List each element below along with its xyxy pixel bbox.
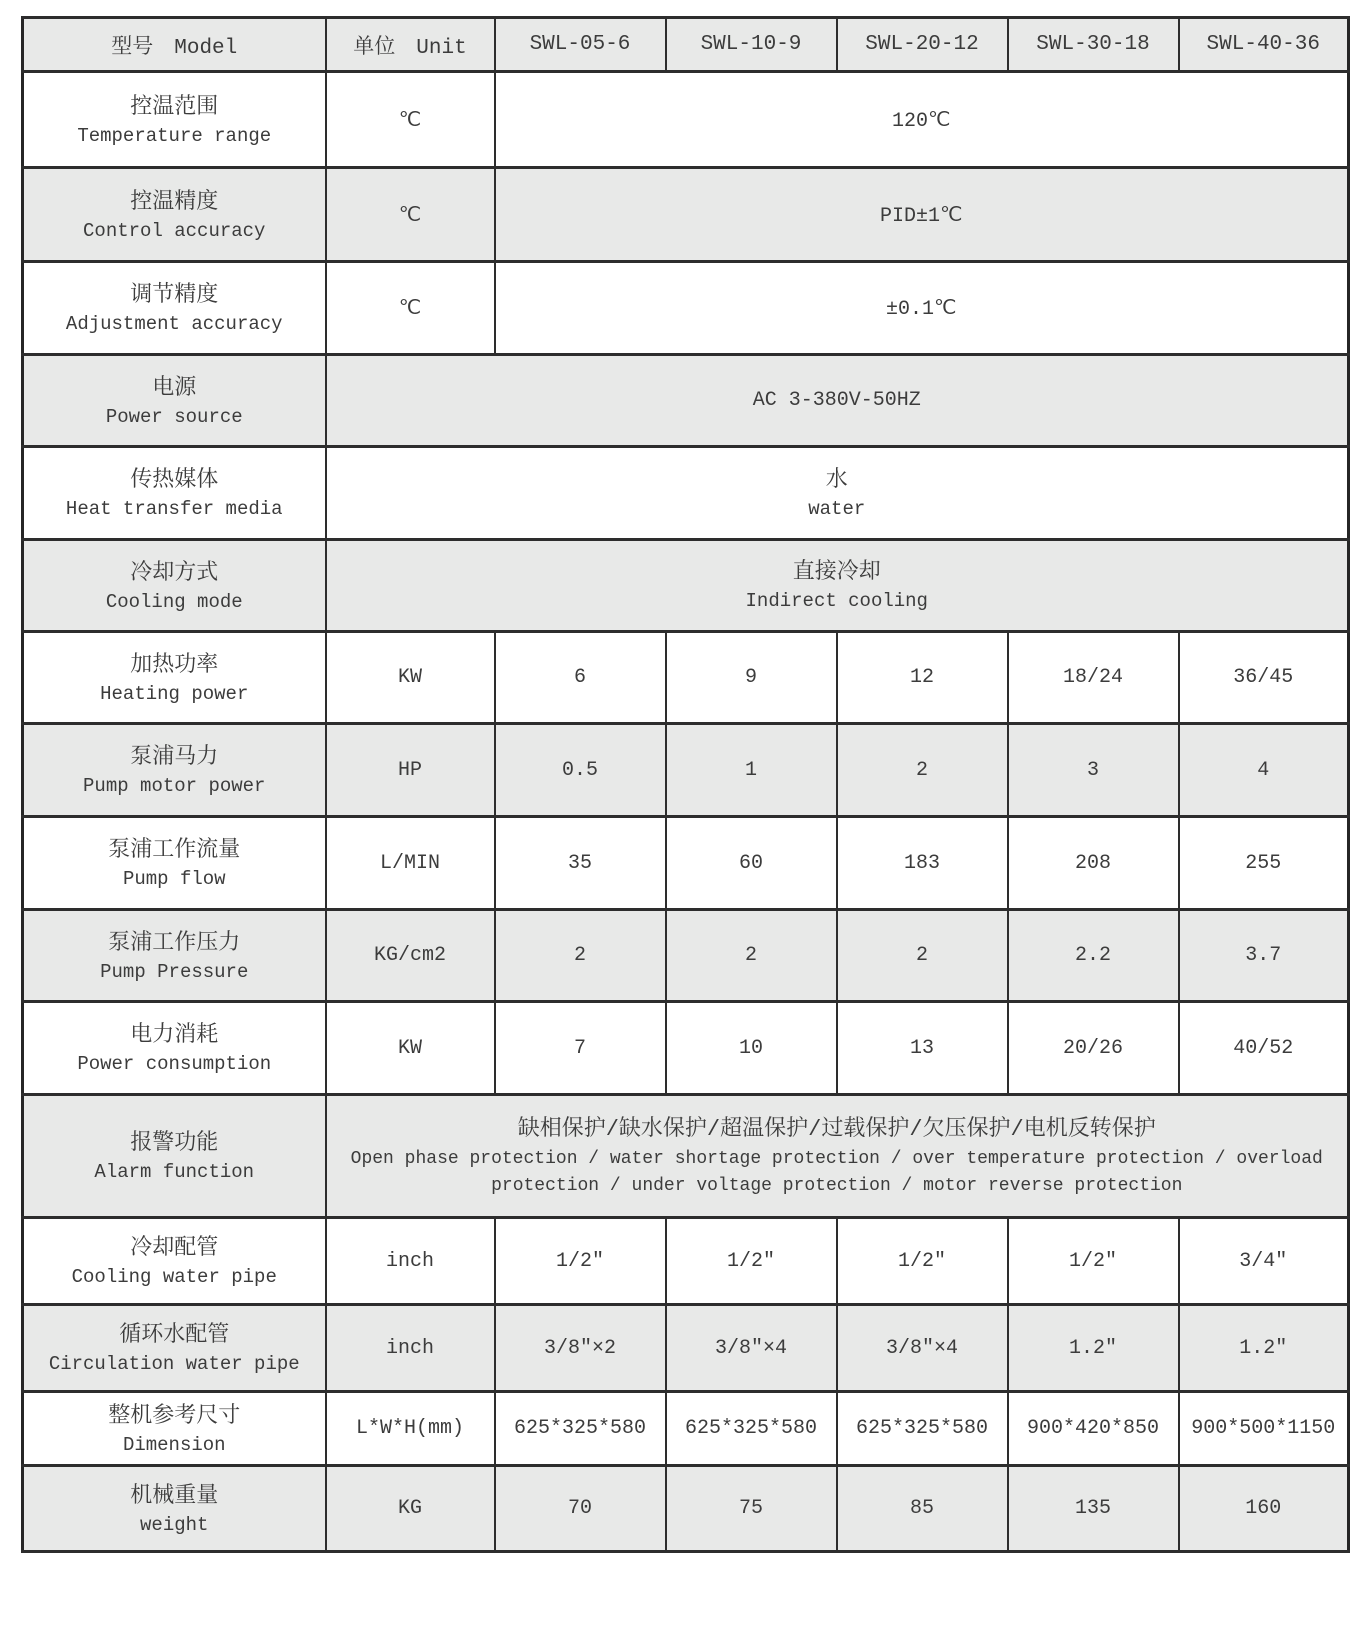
row-label-en: Pump flow xyxy=(122,868,226,891)
value-cell: 9 xyxy=(666,632,837,724)
value-cell xyxy=(326,447,1349,540)
row-label-zh: 控温精度 xyxy=(130,189,219,215)
row-label xyxy=(23,1392,326,1466)
row-label xyxy=(23,1218,326,1305)
row-label-zh: 冷却配管 xyxy=(130,1236,219,1262)
row-label-en: weight xyxy=(140,1513,209,1536)
value-cell: 20/26 xyxy=(1008,1002,1179,1095)
header-model-swl-20-12: SWL-20-12 xyxy=(837,18,1008,72)
unit-cell: L*W*H(mm) xyxy=(326,1392,495,1466)
row-label-en: Power consumption xyxy=(77,1053,272,1076)
unit-cell: KW xyxy=(326,1002,495,1095)
value-cell: 120℃ xyxy=(495,72,1349,168)
value-cell: 2.2 xyxy=(1008,910,1179,1002)
header-unit-label: 单位 Unit xyxy=(326,18,495,72)
row-label-en: Cooling water pipe xyxy=(71,1266,277,1289)
value-cell: 255 xyxy=(1179,817,1349,910)
row-label-en: Dimension xyxy=(122,1433,226,1456)
row-label xyxy=(23,262,326,355)
row-label-en: Circulation water pipe xyxy=(48,1353,300,1376)
value-cell: 183 xyxy=(837,817,1008,910)
row-weight xyxy=(23,1466,1349,1552)
row-label-zh: 机械重量 xyxy=(130,1483,219,1509)
value-line-zh: 水 xyxy=(825,467,848,493)
row-label xyxy=(23,910,326,1002)
value-cell: 0.5 xyxy=(495,724,666,817)
value-cell xyxy=(326,1095,1349,1218)
value-cell: 1 xyxy=(666,724,837,817)
value-cell: 36/45 xyxy=(1179,632,1349,724)
value-cell: 40/52 xyxy=(1179,1002,1349,1095)
row-label-zh: 泵浦工作压力 xyxy=(108,930,241,956)
value-cell: 2 xyxy=(837,910,1008,1002)
value-cell: 7 xyxy=(495,1002,666,1095)
row-label xyxy=(23,1466,326,1552)
value-cell: 12 xyxy=(837,632,1008,724)
unit-cell: KG xyxy=(326,1466,495,1552)
row-cooling-mode xyxy=(23,540,1349,632)
row-temperature-range xyxy=(23,72,1349,168)
spec-table xyxy=(21,16,1350,1553)
row-heating-power xyxy=(23,632,1349,724)
row-label-en: Temperature range xyxy=(77,124,272,147)
row-control-accuracy xyxy=(23,168,1349,262)
row-label xyxy=(23,1305,326,1392)
row-label-en: Pump Pressure xyxy=(100,960,249,983)
value-line-en: Indirect cooling xyxy=(745,590,928,613)
unit-cell: inch xyxy=(326,1305,495,1392)
row-power-source xyxy=(23,355,1349,447)
row-label-en: Heat transfer media xyxy=(65,498,283,521)
value-cell: AC 3-380V-50HZ xyxy=(326,355,1349,447)
row-label xyxy=(23,724,326,817)
value-cell: 208 xyxy=(1008,817,1179,910)
value-cell: 35 xyxy=(495,817,666,910)
value-cell: 10 xyxy=(666,1002,837,1095)
row-label-zh: 电源 xyxy=(152,375,197,401)
value-cell: 1/2″ xyxy=(1008,1218,1179,1305)
header-row xyxy=(23,18,1349,72)
row-label-en: Adjustment accuracy xyxy=(65,313,283,336)
row-label xyxy=(23,447,326,540)
value-cell: 1/2″ xyxy=(837,1218,1008,1305)
unit-cell: ℃ xyxy=(326,72,495,168)
value-cell: 3/8″×4 xyxy=(837,1305,1008,1392)
row-adjustment-accuracy xyxy=(23,262,1349,355)
row-label-en: Power source xyxy=(105,405,243,428)
row-label-zh: 冷却方式 xyxy=(130,560,219,586)
value-cell: 1/2″ xyxy=(666,1218,837,1305)
value-cell: ±0.1℃ xyxy=(495,262,1349,355)
value-cell: 3.7 xyxy=(1179,910,1349,1002)
header-model-swl-40-36: SWL-40-36 xyxy=(1179,18,1349,72)
value-cell: 18/24 xyxy=(1008,632,1179,724)
row-label xyxy=(23,168,326,262)
row-power-consumption xyxy=(23,1002,1349,1095)
row-label-zh: 加热功率 xyxy=(130,652,219,678)
row-circulation-water-pipe xyxy=(23,1305,1349,1392)
unit-cell: KW xyxy=(326,632,495,724)
value-line-en: Open phase protection / water shortage protection / over temperature protection / overload protection / under voltage protection / motor reverse protection xyxy=(350,1149,1323,1196)
row-alarm-function xyxy=(23,1095,1349,1218)
header-model-swl-10-9: SWL-10-9 xyxy=(666,18,837,72)
unit-cell: HP xyxy=(326,724,495,817)
value-cell: 1.2″ xyxy=(1179,1305,1349,1392)
value-cell: 3/8″×2 xyxy=(495,1305,666,1392)
value-cell: 75 xyxy=(666,1466,837,1552)
row-label-en: Pump motor power xyxy=(83,775,266,798)
row-label xyxy=(23,1095,326,1218)
row-label-zh: 泵浦马力 xyxy=(130,745,219,771)
value-cell: 2 xyxy=(837,724,1008,817)
row-label-zh: 电力消耗 xyxy=(130,1023,219,1049)
value-cell: 70 xyxy=(495,1466,666,1552)
value-cell xyxy=(326,540,1349,632)
row-label-zh: 泵浦工作流量 xyxy=(108,838,241,864)
row-label-zh: 报警功能 xyxy=(130,1131,219,1157)
value-line-en: water xyxy=(808,497,866,520)
header-model-label: 型号 Model xyxy=(23,18,326,72)
value-line-zh: 直接冷却 xyxy=(792,560,881,586)
unit-cell: KG/cm2 xyxy=(326,910,495,1002)
value-cell: 4 xyxy=(1179,724,1349,817)
value-cell: 900*500*1150 xyxy=(1179,1392,1349,1466)
row-pump-pressure xyxy=(23,910,1349,1002)
row-cooling-water-pipe xyxy=(23,1218,1349,1305)
value-cell: 3 xyxy=(1008,724,1179,817)
value-cell: 625*325*580 xyxy=(837,1392,1008,1466)
row-label-en: Control accuracy xyxy=(83,219,266,242)
row-label-zh: 整机参考尺寸 xyxy=(108,1403,241,1429)
unit-cell: L/MIN xyxy=(326,817,495,910)
value-cell: 60 xyxy=(666,817,837,910)
row-label-en: Alarm function xyxy=(94,1161,255,1184)
unit-cell: inch xyxy=(326,1218,495,1305)
row-label-zh: 传热媒体 xyxy=(130,468,219,494)
row-label xyxy=(23,817,326,910)
header-model-swl-30-18: SWL-30-18 xyxy=(1008,18,1179,72)
value-cell: 625*325*580 xyxy=(495,1392,666,1466)
value-cell: 1.2″ xyxy=(1008,1305,1179,1392)
row-dimension xyxy=(23,1392,1349,1466)
value-cell: 2 xyxy=(666,910,837,1002)
row-label-en: Heating power xyxy=(100,682,249,705)
value-cell: PID±1℃ xyxy=(495,168,1349,262)
row-label xyxy=(23,632,326,724)
row-label xyxy=(23,355,326,447)
unit-cell: ℃ xyxy=(326,262,495,355)
row-label xyxy=(23,72,326,168)
value-cell: 13 xyxy=(837,1002,1008,1095)
value-cell: 625*325*580 xyxy=(666,1392,837,1466)
value-cell: 3/4″ xyxy=(1179,1218,1349,1305)
header-model-swl-05-6: SWL-05-6 xyxy=(495,18,666,72)
value-cell: 135 xyxy=(1008,1466,1179,1552)
row-label-en: Cooling mode xyxy=(105,590,243,613)
row-label-zh: 循环水配管 xyxy=(119,1323,230,1349)
row-pump-flow xyxy=(23,817,1349,910)
row-label xyxy=(23,540,326,632)
unit-cell: ℃ xyxy=(326,168,495,262)
value-cell: 1/2″ xyxy=(495,1218,666,1305)
row-label xyxy=(23,1002,326,1095)
value-line-zh: 缺相保护/缺水保护/超温保护/过载保护/欠压保护/电机反转保护 xyxy=(517,1117,1156,1143)
row-pump-motor-power xyxy=(23,724,1349,817)
value-cell: 6 xyxy=(495,632,666,724)
value-cell: 3/8″×4 xyxy=(666,1305,837,1392)
row-label-zh: 控温范围 xyxy=(130,94,219,120)
row-heat-transfer-media xyxy=(23,447,1349,540)
value-cell: 85 xyxy=(837,1466,1008,1552)
row-label-zh: 调节精度 xyxy=(130,283,219,309)
value-cell: 2 xyxy=(495,910,666,1002)
value-cell: 160 xyxy=(1179,1466,1349,1552)
value-cell: 900*420*850 xyxy=(1008,1392,1179,1466)
